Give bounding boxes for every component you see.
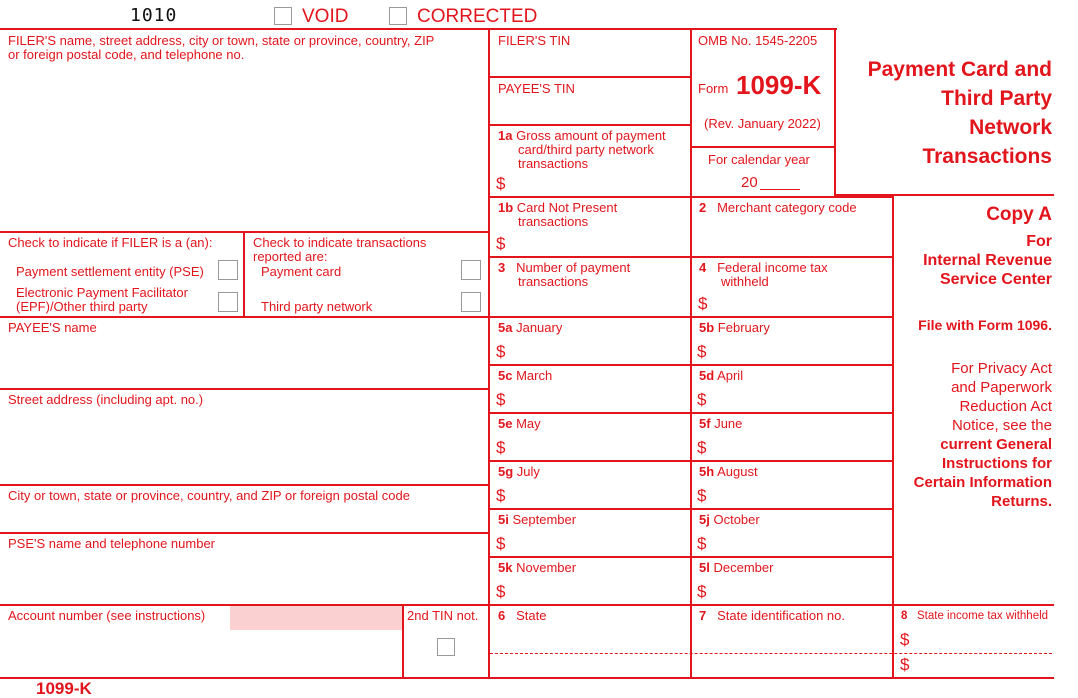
box-3-label (498, 261, 630, 275)
box-5k-dollar: $ (496, 582, 506, 601)
box-6-field[interactable] (494, 628, 686, 674)
form-number: 1099-K (736, 70, 822, 100)
box-8-label (901, 609, 1048, 623)
box-1a-number: 1a (498, 128, 513, 143)
street-address-label: Street address (including apt. no.) (8, 392, 204, 407)
box-5k-field[interactable] (512, 581, 686, 603)
epf-label (16, 286, 188, 314)
box-5a-field[interactable] (512, 341, 686, 363)
box-8-text: State income tax withheld (917, 610, 1049, 622)
box-1b-dollar: $ (496, 234, 506, 253)
box-7-label (699, 609, 845, 623)
box-1a-label (498, 129, 666, 143)
box-5l-number: 5l (699, 560, 710, 575)
title-line1: Payment Card and (867, 58, 1052, 81)
box-5i-label (498, 513, 576, 527)
box-5c-label (498, 369, 552, 383)
box-5d-label (699, 369, 743, 383)
box-4-label (699, 261, 828, 275)
instr-line3: Certain Information (913, 474, 1052, 491)
year-field[interactable] (760, 176, 800, 190)
box-5f-number: 5f (699, 416, 711, 431)
box-1b-field[interactable] (512, 234, 686, 254)
privacy-notice (896, 359, 1052, 435)
second-tin-label: 2nd TIN not. (407, 608, 479, 623)
box-1a-line3: transactions (518, 156, 589, 171)
box-4-dollar: $ (698, 294, 708, 313)
box-5l-label (699, 561, 773, 575)
city-field[interactable] (4, 506, 484, 530)
omb-number: OMB No. 1545-2205 (698, 33, 818, 48)
box-1a-line1: Gross amount of payment (516, 128, 666, 143)
box-5d-field[interactable] (713, 389, 887, 411)
city-label: City or town, state or province, country, and ZIP or foreign postal code (8, 488, 410, 503)
box-5c-number: 5c (498, 368, 513, 383)
box-5g-dollar: $ (496, 486, 506, 505)
check-filer-label: Check to indicate if FILER is a (an): (8, 235, 213, 250)
box-5k-label (498, 561, 576, 575)
box-5h-field[interactable] (713, 485, 887, 507)
payment-card-label: Payment card (261, 264, 342, 279)
box-5i-dollar: $ (496, 534, 506, 553)
filer-name-label-line1: FILER'S name, street address, city or town, state or province, country, ZIP (8, 33, 435, 48)
box-5j-field[interactable] (713, 533, 887, 555)
box-5l-field[interactable] (713, 581, 887, 603)
form-word: Form (698, 81, 729, 96)
box-5d-number: 5d (699, 368, 715, 383)
box-5h-number: 5h (699, 464, 715, 479)
corrected-label: CORRECTED (417, 6, 538, 27)
box-1b-number: 1b (498, 200, 514, 215)
payee-tin-label: PAYEE'S TIN (498, 81, 575, 96)
box-5f-month: June (714, 416, 743, 431)
box-4-line1: Federal income tax (717, 260, 828, 275)
box-6-label (498, 609, 546, 623)
box-7-field[interactable] (696, 628, 888, 674)
box-5b-dollar: $ (697, 342, 707, 361)
filer-name-label-line2: or foreign postal code, and telephone no. (8, 47, 245, 62)
instr-line1: current General (940, 436, 1052, 453)
box-1a-field[interactable] (512, 174, 686, 194)
payee-name-label: PAYEE'S name (8, 320, 97, 335)
box-7-text: State identification no. (717, 608, 845, 623)
box-5i-number: 5i (498, 512, 509, 527)
epf-label-line2: (EPF)/Other third party (16, 299, 148, 314)
box-8-dollar-1: $ (900, 630, 910, 649)
revision-date: (Rev. January 2022) (704, 116, 821, 131)
box-8-number: 8 (901, 610, 908, 622)
box-6-number: 6 (498, 608, 506, 623)
pse-label: Payment settlement entity (PSE) (16, 264, 204, 279)
box-5j-dollar: $ (697, 534, 707, 553)
payee-name-field[interactable] (4, 338, 484, 386)
box-5b-number: 5b (699, 320, 715, 335)
box-3-field[interactable] (494, 292, 686, 314)
box-5g-month: July (516, 464, 540, 479)
footer-form-number: 1099-K (36, 679, 92, 698)
box-2-label (699, 201, 857, 215)
file-with-1096: File with Form 1096. (918, 317, 1052, 333)
box-5c-field[interactable] (512, 389, 686, 411)
copy-for: For (1026, 233, 1052, 250)
box-5g-label (498, 465, 540, 479)
irs-center (896, 251, 1052, 289)
box-5c-month: March (516, 368, 553, 383)
box-5j-number: 5j (699, 512, 710, 527)
box-1b-label (498, 201, 617, 215)
box-5k-number: 5k (498, 560, 513, 575)
box-5j-month: October (713, 512, 760, 527)
second-tin-checkbox[interactable] (437, 638, 455, 656)
box-5g-number: 5g (498, 464, 514, 479)
box-5e-month: May (516, 416, 541, 431)
privacy-line2: and Paperwork (951, 379, 1052, 396)
box-5l-month: December (713, 560, 774, 575)
box-7-number: 7 (699, 608, 707, 623)
check-transactions-label (253, 236, 426, 264)
box-5b-month: February (717, 320, 770, 335)
filer-tin-field[interactable] (492, 50, 686, 74)
box-5e-number: 5e (498, 416, 513, 431)
box-6-text: State (516, 608, 547, 623)
general-instructions (896, 435, 1052, 511)
box-5d-month: April (717, 368, 744, 383)
box-5a-number: 5a (498, 320, 513, 335)
payment-card-checkbox[interactable] (461, 260, 481, 280)
account-number-field[interactable] (230, 606, 402, 630)
box-5k-month: November (516, 560, 577, 575)
box-1b-line1: Card Not Present (516, 200, 618, 215)
box-8-field[interactable] (916, 628, 1052, 674)
title-line3: Network (969, 116, 1052, 139)
box-5a-dollar: $ (496, 342, 506, 361)
box-5i-field[interactable] (512, 533, 686, 555)
box-4-field[interactable] (714, 294, 888, 314)
pse-checkbox[interactable] (218, 260, 238, 280)
account-number-label: Account number (see instructions) (8, 608, 206, 623)
privacy-line4: Notice, see the (951, 417, 1052, 434)
box-2-number: 2 (699, 200, 707, 215)
pse-name-field[interactable] (4, 554, 484, 602)
box-5j-label (699, 513, 760, 527)
third-party-checkbox[interactable] (461, 292, 481, 312)
void-label: VOID (302, 6, 349, 27)
box-4-number: 4 (699, 260, 707, 275)
privacy-line1: For Privacy Act (951, 360, 1052, 377)
instr-line4: Returns. (991, 493, 1052, 510)
box-5e-dollar: $ (496, 438, 506, 457)
check-transactions-line1: Check to indicate transactions (253, 235, 427, 250)
corrected-checkbox[interactable] (389, 7, 407, 25)
street-address-field[interactable] (4, 410, 484, 482)
title-line4: Transactions (922, 145, 1052, 168)
box-1a-dollar: $ (496, 174, 506, 193)
irs-line1: Internal Revenue (923, 252, 1052, 269)
box-3-line2: transactions (518, 274, 589, 289)
check-transactions-line2: reported are: (253, 249, 328, 264)
irs-line2: Service Center (939, 271, 1052, 288)
form-title (840, 55, 1052, 171)
box-1b-line2: transactions (518, 214, 589, 229)
box-5a-month: January (516, 320, 563, 335)
box-1a-line2: card/third party network (518, 142, 654, 157)
filer-name-field[interactable] (4, 66, 484, 226)
title-line2: Third Party (941, 87, 1052, 110)
epf-label-line1: Electronic Payment Facilitator (16, 285, 188, 300)
box-5b-label (699, 321, 770, 335)
calendar-year-label: For calendar year (708, 152, 810, 167)
box-5c-dollar: $ (496, 390, 506, 409)
box-2-text: Merchant category code (717, 200, 857, 215)
box-5h-month: August (717, 464, 758, 479)
box-4-line2: withheld (721, 274, 769, 289)
box-3-number: 3 (498, 260, 506, 275)
box-5l-dollar: $ (697, 582, 707, 601)
box-2-field[interactable] (696, 220, 888, 254)
box-5d-dollar: $ (697, 390, 707, 409)
box-5e-field[interactable] (512, 437, 686, 459)
box-5e-label (498, 417, 541, 431)
box-8-dollar-2: $ (900, 655, 910, 674)
box-5g-field[interactable] (512, 485, 686, 507)
copy-a-label: Copy A (986, 204, 1052, 225)
box-5f-label (699, 417, 742, 431)
void-checkbox[interactable] (274, 7, 292, 25)
filer-name-label (8, 34, 434, 62)
epf-checkbox[interactable] (218, 292, 238, 312)
box-3-line1: Number of payment (516, 260, 631, 275)
box-5f-field[interactable] (713, 437, 887, 459)
year-prefix: 20 (741, 174, 758, 191)
box-5i-month: September (512, 512, 577, 527)
box-5h-label (699, 465, 758, 479)
box-5a-label (498, 321, 562, 335)
box-5b-field[interactable] (713, 341, 887, 363)
form-code: 1010 (130, 5, 178, 26)
third-party-label: Third party network (261, 299, 373, 314)
pse-name-label: PSE'S name and telephone number (8, 536, 216, 551)
box-5f-dollar: $ (697, 438, 707, 457)
box-5h-dollar: $ (697, 486, 707, 505)
filer-tin-label: FILER'S TIN (498, 33, 571, 48)
instr-line2: Instructions for (941, 455, 1052, 472)
privacy-line3: Reduction Act (959, 398, 1052, 415)
payee-tin-field[interactable] (492, 98, 686, 122)
